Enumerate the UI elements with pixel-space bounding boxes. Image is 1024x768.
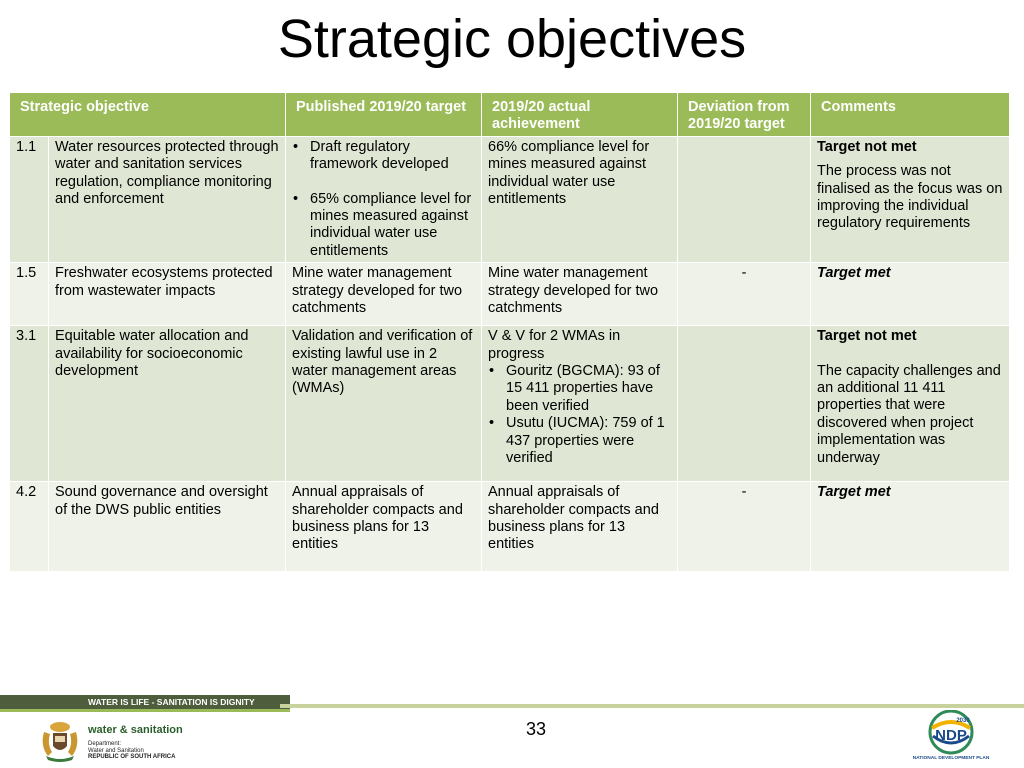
ndp-logo (905, 710, 997, 768)
dept-line: Department: (88, 741, 122, 747)
table-row (10, 326, 1010, 482)
objective-text: Sound governance and oversight of the DWS public entities (49, 482, 286, 572)
dept-brand: water & sanitation (88, 724, 183, 736)
objective-text: Equitable water allocation and availability for socioeconomic development (49, 326, 286, 482)
target-cell (286, 136, 482, 262)
achievement-cell: 66% compliance level for mines measured against individual water use entitlements (482, 136, 678, 262)
slide-footer (0, 690, 1024, 768)
objective-number: 1.1 (10, 136, 49, 262)
comment-cell (811, 136, 1010, 262)
table-row (10, 482, 1010, 572)
header-actual-achievement: 2019/20 actual achievement (482, 93, 678, 137)
coat-of-arms-icon (38, 718, 82, 767)
target-cell: Mine water management strategy developed for two catchments (286, 263, 482, 326)
dept-line: Water and Sanitation (88, 747, 144, 754)
footer-stripe-green (0, 709, 290, 712)
objective-text: Water resources protected through water and sanitation services regulation, compliance monitoring and enforcement (49, 136, 286, 262)
achievement-intro: V & V for 2 WMAs in progress (488, 328, 621, 362)
header-published-target: Published 2019/20 target (286, 93, 482, 137)
comment-cell (811, 263, 1010, 326)
footer-banner: WATER IS LIFE - SANITATION IS DIGNITY (0, 695, 290, 709)
comment-status: Target not met (817, 328, 917, 345)
header-comments: Comments (811, 93, 1010, 137)
table-row (10, 263, 1010, 326)
objective-text: Freshwater ecosystems protected from wastewater impacts (49, 263, 286, 326)
comment-text: The capacity challenges and an additional 11 411 properties that were discovered when project implementation was underway (817, 362, 1001, 466)
achievement-cell: Annual appraisals of shareholder compacts and business plans for 13 entities (482, 482, 678, 572)
dept-line: REPUBLIC OF SOUTH AFRICA (88, 754, 176, 760)
target-list (292, 139, 475, 260)
list-item: • Draft regulatory framework developed (310, 139, 475, 174)
achievement-list (488, 363, 671, 467)
target-cell: Validation and verification of existing lawful use in 2 water management areas (WMAs) (286, 326, 482, 482)
ndp-caption: NATIONAL DEVELOPMENT PLAN (912, 756, 990, 761)
ndp-label: NDP (935, 727, 967, 744)
deviation-cell: - (678, 263, 811, 326)
list-item: • Gouritz (BGCMA): 93 of 15 411 properties have been verified (506, 363, 671, 415)
slide-title: Strategic objectives (277, 9, 747, 69)
objective-number: 1.5 (10, 263, 49, 326)
achievement-cell: Mine water management strategy developed for two catchments (482, 263, 678, 326)
deviation-cell (678, 136, 811, 262)
comment-status: Target met (817, 484, 891, 501)
list-item: • Usutu (IUCMA): 759 of 1 437 properties were verified (506, 415, 671, 467)
footer-stripe (280, 704, 1024, 708)
objective-number: 4.2 (10, 482, 49, 572)
comment-cell (811, 326, 1010, 482)
list-item: • 65% compliance level for mines measured against individual water use entitlements (310, 191, 475, 261)
comment-status: Target not met (817, 138, 917, 155)
deviation-cell (678, 326, 811, 482)
header-deviation: Deviation from 2019/20 target (678, 93, 811, 137)
header-strategic-objective: Strategic objective (10, 93, 286, 137)
comment-text: The process was not finalised as the focus was on improving the individual regulatory requirements (817, 163, 1003, 232)
objective-number: 3.1 (10, 326, 49, 482)
comment-cell (811, 482, 1010, 572)
target-cell: Annual appraisals of shareholder compacts and business plans for 13 entities (286, 482, 482, 572)
table-row (10, 136, 1010, 262)
comment-status: Target met (817, 265, 891, 282)
ndp-logo-icon (905, 710, 997, 756)
achievement-cell (482, 326, 678, 482)
ndp-year: 2030 (956, 718, 970, 724)
deviation-cell: - (678, 482, 811, 572)
dept-lines (88, 741, 175, 761)
objectives-table (9, 92, 1010, 572)
page-number: 33 (525, 719, 547, 739)
table-header-row (10, 93, 1010, 137)
